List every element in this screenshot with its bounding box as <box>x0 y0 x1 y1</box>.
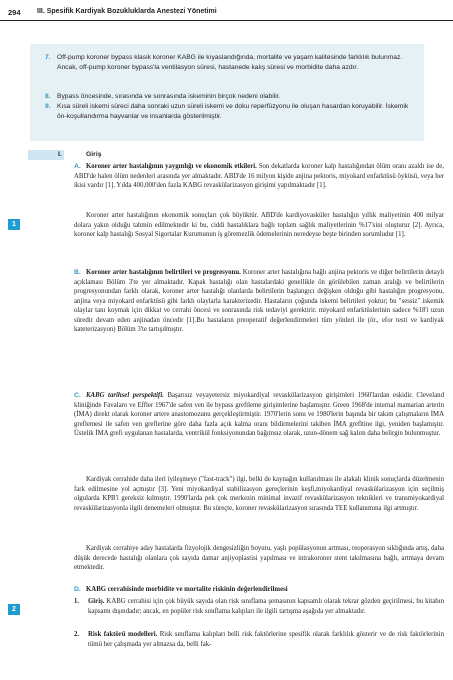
summary-item-number: 8. <box>45 93 51 100</box>
paragraph-lead: KABG cerrahisinde morbidite ve mortalite riskinin değerlendirilmesi <box>86 586 288 593</box>
paragraph-a <box>74 162 444 191</box>
paragraph-b <box>74 268 444 335</box>
summary-box <box>30 44 424 141</box>
section-title: Giriş <box>86 151 102 158</box>
list-item-number: 1. <box>74 598 80 605</box>
paragraph-a2: Koroner arter hastalığının ekonomik sonuçları çok büyüktür. ABD'de kardiyovasküler hastalığın yıllık maliyetinin 400 milyar dolara yakın olduğu tahmin edilmektedir ki bu, ciddi hastalıklara bağlı toplam sağlık maliyetlerinin %17'sini oluşturur [2]. Ayrıca, koroner kalp hastalığı Sosyal Sigortalar Kurumunun iş göremezlik ödemelerinin neredeyse beşte birinden sorumludur [1]. <box>74 212 444 239</box>
paragraph-c <box>74 391 444 439</box>
page-header <box>0 8 453 20</box>
paragraph-c3: Kardiyak cerrahiye aday hastalarda fizyolojik dengesizliğin boyutu, yaşlı popülasyonun artması, reoperasyon sıklığında artış, daha düşük derecede hastalığı olanlara çok sayıda damar anjiyoplastisi yapılması ve intrakoroner stent takılmasına bağlı, artmaya devam etmektedir. <box>74 545 444 572</box>
section-number: I. <box>58 151 62 158</box>
subsection-letter-c: C. <box>74 392 81 399</box>
page-number: 294 <box>8 8 21 17</box>
paragraph-lead: Koroner arter hastalığının belirtileri ve progresyonu. <box>86 269 241 276</box>
summary-item-number: 7. <box>45 54 51 61</box>
list-item-lead: Risk faktörü modelleri. <box>88 631 158 638</box>
paragraph-body: Koroner arter hastalığına bağlı anjina pektoris ve diğer belirtilerin detaylı açıklaması Bölüm 3'te yer almaktadır. Kapak hastalığı olan hastalardaki genellikle ön görülebilen zaman aralığı ve belirtilerin progresyonundan farklı olarak, koroner arter hastalığı olanlarda belirtilerin başlangıcı değişken olduğu gibi hastalığın progresyonu, anjina veya miyokard enfarktüsü gibi farklı olaylarla karakterizedir. Hastaların çoğunda iskemi belirtileri yoktur; bu "sessiz" iskemik olaylar tanı koymak için dikkat ve cerrahi öncesi ve sonrasında risk tedaviyi gerektirir. miyokard enfarktüslerinin sadece %18'i uzun süredir devam eden anjinadan öncedir [1].Bu hastaların preoperatif değerlendirmeleri tüm yönleri ile (ör., efor testi ve kardiyak kateterizasyon) Bölüm 3'te tartışılmıştır. <box>74 269 444 334</box>
summary-item-number: 9. <box>45 103 51 110</box>
margin-marker-2: 2 <box>8 604 20 615</box>
subsection-letter-a: A. <box>74 163 81 170</box>
subsection-letter-b: B. <box>74 269 81 276</box>
list-item <box>74 597 444 616</box>
paragraph-body: Son dekatlarda koroner kalp hastalığından ölüm oranı azaldı ise de, ABD'de halen ölüm nedenleri arasında yer almaktadır. ABD'de 16 milyon kişide anjina pektoris, miyokard enfarktüsü öyküsü, veya her ikisi vardır [1]. Yılda 400,000'den fazla KABG revaskülarizasyon girişimi yapılmaktadır [1]. <box>74 163 445 190</box>
summary-item-text: Off-pump koroner bypass klasik koroner KABG ile kıyaslandığında, mortalite ve yaşam kalitesinde farklılık bulunmaz. Ancak, off-pump koroner bypass'la ventilasyon süresi, hastanede kalış süresi ve morbidite daha azdır. <box>57 54 403 71</box>
list-item-lead: Giriş. <box>88 598 105 605</box>
summary-item-text: Kısa süreli iskemi süreci daha sonraki uzun süreli iskemi ve doku reperfüzyonu ile oluşan hasardan koruyabilir. İskemik ön-koşullandırma hayvanlar ve insanlarda gösterilmiştir. <box>57 103 409 120</box>
list-item-number: 2. <box>74 631 80 638</box>
header-rule <box>0 20 453 21</box>
paragraph-c2: Kardiyak cerrahide daha ileri iyileşmeye ("fast-track") ilgi, belki de kaynağın kullanılması ile alakalı klinik sonuçlarda düzelmenin fark edilmesine yol açmıştır [3]. Yeni miyokardiyal stabilizasyon gereçlerinin keşfi,miyokardiyal revaskülarizasyon için seçilmiş olgularda KPB'i gereksiz kılmıştır. 1990'larda pek çok merkezin minimal invazif revaskülarizasyon teknikleri ve transmiyokardiyal revaskülarizasyonla ilgili denemeleri olmuştur. Bu süreçte, koroner revaskülarizasyon sırasında TEE kullanımına ilgi artmıştır. <box>74 476 444 512</box>
list-item <box>74 630 444 649</box>
running-header-title: III. Spesifik Kardiyak Bozukluklarda Anestezi Yönetimi <box>37 8 217 15</box>
subsection-letter-d: D. <box>74 586 81 593</box>
list-item-text: KABG cerrahisi için çok büyük sayıda olan risk sınıflama şemasının kapsamlı olarak tekrar gözden geçirilmesi, bu kitabın kapsamı dışındadır; ancak, en popüler risk sınıflama kalıpları ile ilgili tartışma aşağıda yer almaktadır. <box>88 598 444 615</box>
margin-marker-1: 1 <box>8 219 20 230</box>
paragraph-lead: Koroner arter hastalığının yaygınlığı ve ekonomik etkileri. <box>86 163 257 170</box>
paragraph-body: Başarısız veyayetersiz miyokardiyal revaskülarizasyon girişimleri 1960'lardan eskidir. Cleveland kliniğinde Favalaro ve Effler 1967'de safen ven ile bypass greftleme girişimlerine başlamıştır. Green 1968'de internal mamarian arterin (İMA) direkt olarak koroner artere anastomozunu gerçekleştirmiştir. 1970'lerin sonu ve 1980'lerin başında bir takım çalışmaların İMA greflemesi ile safen ven greflerine göre daha fazla açık kalma oranı bildirmelerini takiben İMA grefltine ilgi, yeniden başlamıştır. Üstelik İMA grefi uygulanan hastalarda, ventrikül fonksiyonundan bağımsız olarak, uzun-dönem sağ kalım daha belirgin bulunmuştur. <box>74 392 444 438</box>
summary-item-text: Bypass öncesinde, sırasında ve sonrasında iskeminin birçok nedeni olabilir. <box>57 93 281 100</box>
paragraph-lead: KABG tarihsel perspektifi. <box>86 392 164 399</box>
list-item-text: Risk sınıflama kalıpları belli risk faktörlerine spesifik olarak farklılık gösterir ve de risk faktörlerinin tümü her çalışmada yer almazsa da, belli fak- <box>88 631 444 648</box>
paragraph-d <box>74 585 444 595</box>
